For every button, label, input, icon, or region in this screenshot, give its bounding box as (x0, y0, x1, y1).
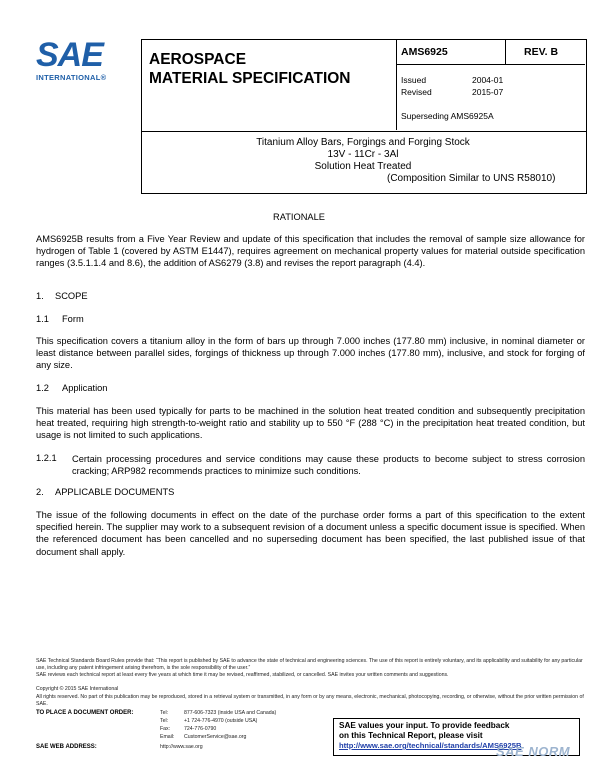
section-1-1-title: Form (62, 314, 84, 324)
title-line: MATERIAL SPECIFICATION (149, 70, 351, 87)
section-1-1-text: This specification covers a titanium alloy in the form of bars up through 7.000 inches (177.80 mm) inclusive, in nominal diameter or least distance between parallel sides, forgings of thickness up through 7.000 inches (177.80 mm), inclusive, and stock for forging of any size. (36, 336, 585, 371)
web-link[interactable]: http://www.sae.org (160, 744, 203, 750)
logo-mark: SAE (36, 36, 103, 74)
section-1-number: 1. (36, 291, 44, 301)
section-1-2-title: Application (62, 383, 108, 393)
superseding: Superseding AMS6925A (401, 111, 494, 121)
section-2-title: APPLICABLE DOCUMENTS (55, 487, 175, 497)
section-1-2-text: This material has been used typically for parts to be machined in the solution heat treated condition and subsequently precipitation heat treated, requiring high strength-to-weight ratio and stability up to 550 °F (288 °C) in the precipitation heat treated condition, but usage is not limited to such applications. (36, 406, 585, 441)
section-2-text: The issue of the following documents in effect on the date of the purchase order forms a part of this specification to the extent specified herein. The supplier may work to a subsequent revision of a document unless a specific document issue is specified. When the referenced document has been cancelled and no superseding document has been specified, the last published issue of that document shall apply. (36, 510, 585, 557)
tel-1: 877-606-7323 (inside USA and Canada) (184, 710, 277, 716)
rationale-heading: RATIONALE (273, 212, 326, 222)
email-link[interactable]: CustomerService@sae.org (184, 734, 247, 740)
spec-number: AMS6925 (401, 46, 448, 58)
logo-subtitle: INTERNATIONAL® (36, 73, 107, 82)
fax-label: Fax: (160, 726, 171, 732)
feedback-line-1: SAE values your input. To provide feedback (339, 721, 510, 730)
revised-date: 2015-07 (472, 87, 504, 97)
order-label: TO PLACE A DOCUMENT ORDER: (36, 710, 134, 716)
footer-review-note: SAE reviews each technical report at least every five years at which time it may be revised, reaffirmed, stabilized, or cancelled. SAE invites your written comments and suggestions. (36, 672, 449, 678)
section-2-number: 2. (36, 487, 44, 497)
issued-label: Issued (401, 75, 427, 85)
tel-label-2: Tel: (160, 718, 169, 724)
divider (505, 39, 506, 64)
divider (396, 64, 585, 65)
tel-2: +1 724-776-4970 (outside USA) (184, 718, 258, 724)
section-1-2-1-number: 1.2.1 (36, 453, 57, 463)
title-line-1: Titanium Alloy Bars, Forgings and Forging Stock (256, 137, 470, 148)
feedback-line-2: on this Technical Report, please visit (339, 731, 483, 740)
title-line-3: Solution Heat Treated (314, 161, 412, 172)
section-1-title: SCOPE (55, 291, 88, 301)
revised-label: Revised (401, 87, 432, 97)
section-1-2-1-text: Certain processing procedures and service conditions may cause these products to become subject to stress corrosion cracking; ARP982 recommends practices to minimize such conditions. (72, 454, 585, 477)
sae-logo (36, 38, 122, 88)
email-label: Email: (160, 734, 175, 740)
fax-number: 724-776-0790 (184, 726, 217, 732)
document-type-title (149, 50, 351, 88)
divider (396, 39, 397, 130)
rationale-text: AMS6925B results from a Five Year Review and update of this specification that includes the removal of sample size allowance for hydrogen of Table 1 (covered by ASTM E1447), requires agreement on mechanical property values for material outside specification ranges (3.5.1.1.4 and 8.6), the addition of AS6279 (3.8) and revises the report paragraph (4.4). (36, 234, 585, 269)
section-1-2-number: 1.2 (36, 383, 49, 393)
title-line: AEROSPACE (149, 51, 247, 68)
web-label: SAE WEB ADDRESS: (36, 744, 97, 750)
section-1-1-number: 1.1 (36, 314, 49, 324)
footer-copyright: Copyright © 2015 SAE International (36, 686, 119, 692)
issued-date: 2004-01 (472, 75, 504, 85)
footer-rights: All rights reserved. No part of this publication may be reproduced, stored in a retrieval system or transmitted, in any form or by any means, electronic, mechanical, photocopying, recording, or otherwise, without the prior written permission of SAE. (36, 694, 584, 707)
tel-label: Tel: (160, 710, 169, 716)
revision: REV. B (524, 46, 559, 58)
watermark: SAE NORM (496, 744, 571, 759)
footer-disclaimer: SAE Technical Standards Board Rules provide that: “This report is published by SAE to advance the state of technical and engineering sciences. The use of this report is entirely voluntary, and its applicability and suitability for any particular use, including any patent infringement arising therefrom, is the sole responsibility of the user.” (36, 658, 583, 671)
feedback-link[interactable]: http://www.sae.org/technical/standards/AMS6925B (339, 741, 522, 750)
title-line-2: 13V - 11Cr - 3Al (327, 149, 399, 160)
title-line-4: (Composition Similar to UNS R58010) (387, 173, 556, 184)
